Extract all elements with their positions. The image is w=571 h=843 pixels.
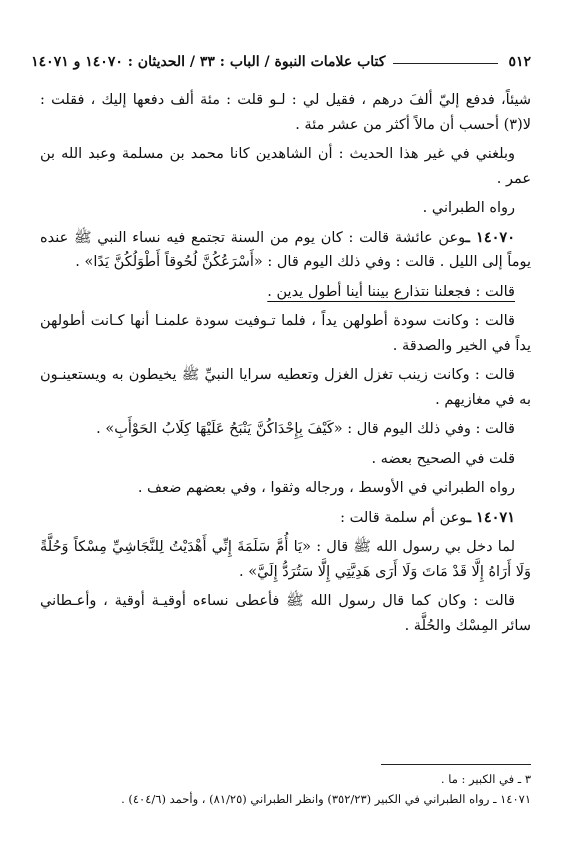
- running-header: [31, 46, 531, 70]
- paragraph-sahih-note: قلت في الصحيح بعضه .: [371, 450, 515, 467]
- footnote-14071: ١٤٠٧١ ـ رواه الطبراني في الكبير (٣٥٢/٢٣) وانظر الطبراني (٨١/٢٥) ، وأحمد (٤٠٤/٦) .: [121, 792, 531, 806]
- footnotes: [40, 764, 531, 809]
- paragraph-zaynab: قالت : وكانت زينب تغزل الغزل وتعطيه سرايا النبيِّ ﷺ يخيطون به ويستعينـون به في مغازيهم .: [40, 367, 531, 408]
- footnote-3: ٣ ـ في الكبير : ما .: [440, 772, 531, 786]
- page-number: ٥١٢: [508, 54, 531, 70]
- paragraph-hawab: قالت : وفي ذلك اليوم قال : «كَيْفَ بِإِحْدَاكُنَّ يَنْبَحُ عَلَيْهَا كِلَابُ الحَوْأَبِ» .: [96, 421, 515, 437]
- main-text: [40, 88, 531, 643]
- paragraph-witnesses: وبلغني في غير هذا الحديث : أن الشاهدين كانا محمد بن مسلمة وعبد الله بن عمر .: [40, 146, 531, 187]
- paragraph-measuring-hands: قالت : فجعلنا نتذارع بيننا أينا أطول يدين .: [267, 283, 515, 300]
- paragraph-awsat-source: رواه الطبراني في الأوسط ، ورجاله وثقوا ، وفي بعضهم ضعف .: [137, 480, 515, 496]
- paragraph-sawda: قالت : وكانت سودة أطولهن يداً ، فلما تـوفيت سودة علمنـا أنها كـانت أطولهن يداً في الخير والصدقة .: [40, 313, 531, 354]
- hadith-number: ١٤٠٧٠ ـ: [465, 228, 515, 246]
- hadith-number: ١٤٠٧١ ـ: [466, 508, 515, 526]
- paragraph-najashi: لما دخل بي رسول الله ﷺ قال : «يَا أُمَّ سَلَمَةَ إِنِّي أَهْدَيْتُ لِلنَّجَاشِيِّ مِسْكاً وَحُلَّةً وَلَا أَرَاهُ إِلَّا قَدْ مَاتَ وَلَا أَرَى هَدِيَّتِي إِلَّا سَتُرَدُّ إِلَيَّ» .: [40, 539, 531, 580]
- hadith-14071: ١٤٠٧١ ـوعن أم سلمة قالت :: [340, 508, 515, 526]
- paragraph-musk: قالت : وكان كما قال رسول الله ﷺ فأعطى نساءه أوقيـة أوقية ، وأعـطاني سائر المِسْك والحُلَّة .: [40, 593, 531, 634]
- paragraph-narration-source: رواه الطبراني .: [422, 200, 515, 216]
- paragraph-continuation: شيئاً، فدفع إليّ ألفَ درهم ، فقيل لي : لـو قلت : مئة ألف دفعها إليك ، فقلت : لا(٣) أحسب أن مالاً أكثر من عشر مئة .: [40, 92, 531, 133]
- header-rule: [393, 63, 498, 64]
- header-title: كتاب علامات النبوة / الباب : ٣٣ / الحديثان : ١٤٠٧٠ و ١٤٠٧١: [31, 54, 386, 70]
- footnote-rule: [381, 764, 531, 765]
- hadith-14070: ١٤٠٧٠ ـوعن عائشة قالت : كان يوم من السنة تجتمع فيه نساء النبي ﷺ عنده يوماً إلى الليل . قالت : وفي ذلك اليوم قال : «أَسْرَعُكُنَّ لُحُوقاً أَطْوَلُكُنَّ يَدًا» .: [40, 228, 531, 270]
